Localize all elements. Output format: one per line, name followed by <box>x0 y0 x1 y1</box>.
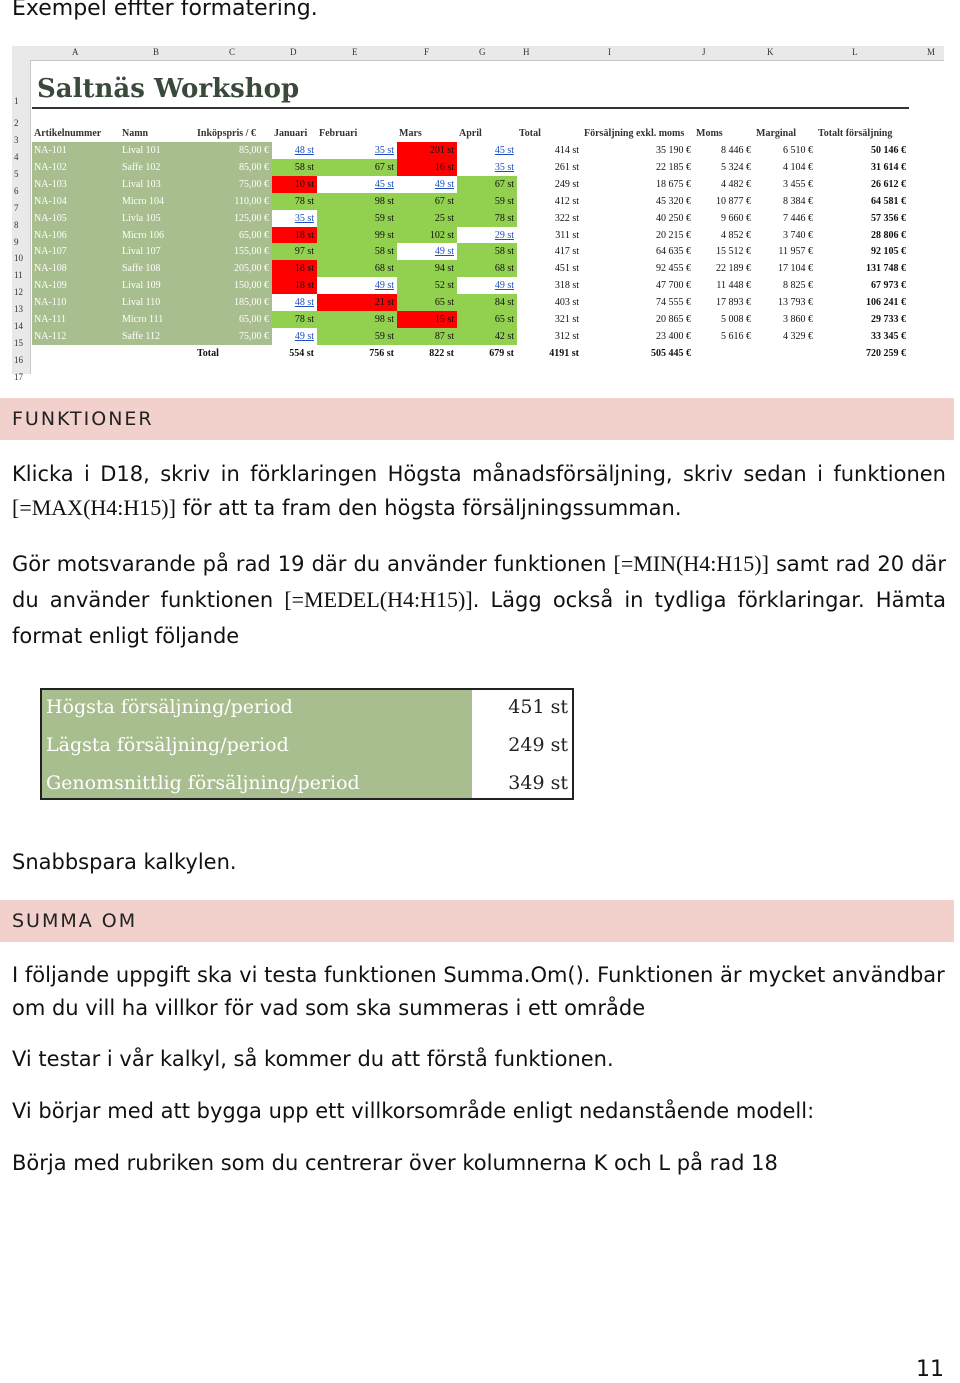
data-cell[interactable]: 11 448 € <box>716 280 751 292</box>
data-cell[interactable]: 125,00 € <box>195 210 272 227</box>
data-cell[interactable]: 94 st <box>397 260 457 277</box>
paragraph-min-medel <box>12 546 946 654</box>
data-cell[interactable]: 23 400 € <box>656 330 691 342</box>
data-cell[interactable]: 3 455 € <box>783 178 813 190</box>
data-cell[interactable]: 28 806 € <box>871 229 906 241</box>
data-cell[interactable]: 15 st <box>397 311 457 328</box>
data-cell[interactable]: 99 st <box>317 227 397 244</box>
data-cell[interactable]: 75,00 € <box>195 176 272 193</box>
data-cell[interactable]: 8 446 € <box>721 145 751 156</box>
column-title[interactable]: Inköpspris / € <box>197 128 256 139</box>
paragraph-max <box>12 457 946 525</box>
column-header[interactable]: E <box>352 47 358 57</box>
data-cell[interactable]: 6 510 € <box>783 145 813 156</box>
data-cell[interactable]: 4 482 € <box>721 178 751 190</box>
column-title[interactable]: Artikelnummer <box>34 128 102 139</box>
data-cell[interactable]: 322 st <box>554 212 579 224</box>
data-cell[interactable]: 9 660 € <box>721 212 751 224</box>
example-label-column <box>42 690 472 798</box>
data-cell[interactable]: 22 185 € <box>656 161 691 173</box>
data-cell[interactable]: Lival 110 <box>120 294 195 311</box>
data-cell[interactable]: 29 733 € <box>871 314 906 325</box>
column-header[interactable]: J <box>702 47 706 57</box>
formula-min: [=MIN(H4:H15)] <box>613 551 769 576</box>
data-cell[interactable]: NA-101 <box>32 142 120 159</box>
data-cell[interactable]: NA-104 <box>32 193 120 210</box>
section-bar-summa-om <box>0 900 954 942</box>
paragraph-test: Vi testar i vår kalkyl, så kommer du att förstå funktionen. <box>12 1047 614 1071</box>
data-cell[interactable]: 98 st <box>317 311 397 328</box>
column-title[interactable]: Januari <box>274 128 308 139</box>
data-cell[interactable]: 42 st <box>457 328 517 345</box>
data-cell[interactable]: 20 215 € <box>656 229 691 241</box>
data-cell[interactable]: 84 st <box>457 294 517 311</box>
row-header[interactable]: 8 <box>14 219 19 230</box>
total-label[interactable]: Total <box>197 347 219 359</box>
data-cell[interactable]: 249 st <box>554 178 579 190</box>
paragraph-summa-om-intro: I följande uppgift ska vi testa funktionen Summa.Om(). Funktionen är mycket användbar om du vill ha villkor för vad som ska summeras i ett område <box>12 963 945 1020</box>
data-cell[interactable]: 18 st <box>272 260 317 277</box>
data-cell[interactable]: NA-108 <box>32 260 120 277</box>
data-cell[interactable]: NA-109 <box>32 277 120 294</box>
column-header[interactable]: M <box>927 47 936 57</box>
data-cell[interactable]: 185,00 € <box>195 294 272 311</box>
column-header[interactable]: G <box>479 47 486 57</box>
data-cell[interactable]: 155,00 € <box>195 243 272 260</box>
row-header[interactable]: 15 <box>14 337 23 348</box>
data-cell[interactable]: NA-102 <box>32 159 120 176</box>
title-underline <box>32 107 909 109</box>
row-header[interactable]: 16 <box>14 354 23 365</box>
data-cell[interactable]: 451 st <box>554 263 579 275</box>
data-cell[interactable]: 102 st <box>397 227 457 244</box>
data-cell[interactable]: Lival 101 <box>120 142 195 159</box>
column-header[interactable]: A <box>72 47 79 57</box>
data-cell[interactable]: Livla 105 <box>120 210 195 227</box>
row-header[interactable]: 17 <box>14 371 23 382</box>
column-header[interactable]: B <box>153 47 160 57</box>
data-cell[interactable]: 48 st <box>272 142 317 159</box>
column-header[interactable]: C <box>229 47 236 57</box>
data-cell[interactable]: 49 st <box>272 328 317 345</box>
column-header[interactable]: I <box>608 47 611 57</box>
data-cell[interactable]: 21 st <box>317 294 397 311</box>
data-cell[interactable]: 29 st <box>457 227 517 244</box>
row-header[interactable]: 9 <box>14 236 19 247</box>
data-cell[interactable]: 18 st <box>272 227 317 244</box>
total-jan[interactable]: 554 st <box>289 347 314 359</box>
text: Gör motsvarande på rad 19 där du använder funktionen <box>12 552 614 576</box>
format-example-box <box>40 688 574 800</box>
section-title-summa-om: SUMMA OM <box>12 910 138 932</box>
data-cell[interactable]: 33 345 € <box>871 330 906 342</box>
data-cell[interactable]: 5 616 € <box>721 330 751 342</box>
total-excl[interactable]: 505 445 € <box>651 347 691 359</box>
data-cell[interactable]: 49 st <box>397 243 457 260</box>
example-label-avg: Genomsnittlig försäljning/period <box>46 772 360 794</box>
data-cell[interactable]: 67 st <box>317 159 397 176</box>
data-cell[interactable]: Micro 104 <box>120 193 195 210</box>
data-cell[interactable]: 78 st <box>272 193 317 210</box>
data-cell[interactable]: 49 st <box>457 277 517 294</box>
data-cell[interactable]: NA-107 <box>32 243 120 260</box>
data-cell[interactable]: 68 st <box>317 260 397 277</box>
data-cell[interactable]: 4 852 € <box>721 229 751 241</box>
formula-medel: [=MEDEL(H4:H15)] <box>284 587 473 612</box>
column-title[interactable]: Moms <box>696 128 723 139</box>
data-cell[interactable]: 45 st <box>317 176 397 193</box>
data-cell[interactable]: 50 146 € <box>871 145 906 156</box>
data-cell[interactable]: 35 st <box>317 142 397 159</box>
data-cell[interactable]: 58 st <box>457 243 517 260</box>
data-cell[interactable]: 131 748 € <box>866 263 906 275</box>
data-cell[interactable]: 75,00 € <box>195 328 272 345</box>
data-cell[interactable]: 17 104 € <box>778 263 813 275</box>
save-note: Snabbspara kalkylen. <box>12 850 237 874</box>
data-cell[interactable]: 11 957 € <box>778 246 813 258</box>
data-cell[interactable]: 67 st <box>397 193 457 210</box>
data-cell[interactable]: 98 st <box>317 193 397 210</box>
paragraph-heading-instruction: Börja med rubriken som du centrerar över kolumnerna K och L på rad 18 <box>12 1151 778 1175</box>
data-cell[interactable]: 65 st <box>457 311 517 328</box>
data-cell[interactable]: 64 635 € <box>656 246 691 258</box>
data-cell[interactable]: 85,00 € <box>195 159 272 176</box>
column-headers <box>12 46 944 61</box>
data-cell[interactable]: 48 st <box>272 294 317 311</box>
text: . Lägg också in tydliga förklaringar. Hämta format enligt följande <box>12 588 947 648</box>
sheet-title: Saltnäs Workshop <box>37 74 300 104</box>
data-cell[interactable]: 110,00 € <box>195 193 272 210</box>
row-header[interactable]: 5 <box>14 168 19 179</box>
data-cell[interactable]: 52 st <box>397 277 457 294</box>
total-feb[interactable]: 756 st <box>369 347 394 359</box>
data-cell[interactable]: 201 st <box>397 142 457 159</box>
data-cell[interactable]: Lival 107 <box>120 243 195 260</box>
row-header[interactable]: 14 <box>14 321 23 331</box>
section-bar-funktioner <box>0 398 954 440</box>
data-cell[interactable]: 31 614 € <box>871 161 906 173</box>
section-title-funktioner: FUNKTIONER <box>12 408 154 430</box>
data-cell[interactable]: Micro 111 <box>120 311 195 328</box>
data-cell[interactable]: 57 356 € <box>871 212 906 224</box>
data-cell[interactable]: 92 455 € <box>656 263 691 275</box>
data-cell[interactable]: 59 st <box>317 210 397 227</box>
data-cell[interactable]: NA-106 <box>32 227 120 244</box>
data-cell[interactable]: 15 512 € <box>716 246 751 258</box>
data-cell[interactable]: 7 446 € <box>783 212 813 224</box>
data-cell[interactable]: 35 st <box>457 159 517 176</box>
total-sales[interactable]: 720 259 € <box>866 347 906 359</box>
text: Klicka i D18, skriv in förklaringen Högsta månadsförsäljning, skriv sedan i funktionen <box>12 462 946 486</box>
row-header[interactable]: 3 <box>14 135 19 145</box>
data-cell[interactable]: 106 241 € <box>866 297 906 309</box>
data-cell[interactable]: 68 st <box>457 260 517 277</box>
data-cell[interactable]: 5 324 € <box>721 161 751 173</box>
row-header[interactable]: 11 <box>14 270 23 281</box>
data-cell[interactable]: NA-103 <box>32 176 120 193</box>
row-header[interactable]: 4 <box>14 152 19 162</box>
row-header[interactable]: 12 <box>14 287 23 298</box>
data-cell[interactable]: 18 st <box>272 277 317 294</box>
data-cell[interactable]: 58 st <box>317 243 397 260</box>
column-title[interactable]: Marginal <box>756 128 796 139</box>
example-value-avg: 349 st <box>508 772 568 794</box>
text: samt rad 20 där du använder funktionen <box>12 552 946 612</box>
data-cell[interactable]: NA-111 <box>32 311 120 328</box>
data-cell[interactable]: 312 st <box>554 330 579 342</box>
data-cell[interactable]: 5 008 € <box>721 314 751 325</box>
text: för att ta fram den högsta försäljningssumman. <box>175 496 682 520</box>
data-cell[interactable]: 205,00 € <box>195 260 272 277</box>
data-cell[interactable]: Saffe 108 <box>120 260 195 277</box>
data-cell[interactable]: Lival 103 <box>120 176 195 193</box>
data-cell[interactable]: 321 st <box>554 314 579 325</box>
column-header[interactable]: D <box>290 47 297 57</box>
data-cell[interactable]: NA-112 <box>32 328 120 345</box>
data-cell[interactable]: 59 st <box>317 328 397 345</box>
data-cell[interactable]: 35 st <box>272 210 317 227</box>
data-cell[interactable]: 40 250 € <box>656 212 691 224</box>
data-cell[interactable]: 20 865 € <box>656 314 691 325</box>
example-label-min: Lägsta försäljning/period <box>46 734 289 756</box>
column-title[interactable]: April <box>459 128 482 139</box>
data-cell[interactable]: 97 st <box>272 243 317 260</box>
data-cell[interactable]: 26 612 € <box>871 178 906 190</box>
data-cell[interactable]: Saffe 112 <box>120 328 195 345</box>
data-cell[interactable]: 49 st <box>397 176 457 193</box>
row-headers <box>12 60 31 382</box>
data-cell[interactable]: 35 190 € <box>656 145 691 156</box>
spreadsheet-screenshot <box>12 46 944 382</box>
data-cell[interactable]: 85,00 € <box>195 142 272 159</box>
data-cell[interactable]: 4 104 € <box>783 161 813 173</box>
total-apr[interactable]: 679 st <box>489 347 514 359</box>
data-cell[interactable]: 403 st <box>554 297 579 309</box>
total-mar[interactable]: 822 st <box>429 347 454 359</box>
data-cell[interactable]: 8 825 € <box>783 280 813 292</box>
page-number: 11 <box>916 1357 944 1382</box>
data-cell[interactable]: 311 st <box>555 229 579 241</box>
data-cell[interactable]: 67 973 € <box>871 280 906 292</box>
column-title[interactable]: Totalt försäljning <box>818 128 893 139</box>
data-cell[interactable]: 59 st <box>457 193 517 210</box>
data-cell[interactable]: Saffe 102 <box>120 159 195 176</box>
data-cell[interactable]: 412 st <box>554 195 579 207</box>
column-title[interactable]: Februari <box>319 128 358 139</box>
data-cell[interactable]: 49 st <box>317 277 397 294</box>
column-title[interactable]: Namn <box>122 128 149 139</box>
data-cell[interactable]: 65 st <box>397 294 457 311</box>
data-cell[interactable]: NA-105 <box>32 210 120 227</box>
data-cell[interactable]: NA-110 <box>32 294 120 311</box>
column-header[interactable]: F <box>424 47 430 57</box>
data-cell[interactable]: 78 st <box>457 210 517 227</box>
data-cell[interactable]: Micro 106 <box>120 227 195 244</box>
column-header[interactable]: H <box>523 47 530 57</box>
data-cell[interactable]: 414 st <box>554 145 579 156</box>
data-cell[interactable]: 65,00 € <box>195 227 272 244</box>
data-cell[interactable]: 58 st <box>272 159 317 176</box>
column-header[interactable]: K <box>767 47 774 57</box>
data-cell[interactable]: 45 st <box>457 142 517 159</box>
row-header[interactable]: 2 <box>14 118 19 128</box>
data-cell[interactable]: 318 st <box>554 280 579 292</box>
row-header[interactable]: 10 <box>14 253 23 264</box>
data-cell[interactable]: 74 555 € <box>656 297 691 309</box>
example-label-max: Högsta försäljning/period <box>46 696 293 718</box>
data-cell[interactable]: 64 581 € <box>871 195 906 207</box>
data-cell[interactable]: 417 st <box>554 246 579 258</box>
column-title[interactable]: Mars <box>399 128 422 139</box>
total-total[interactable]: 4191 st <box>549 347 579 359</box>
data-cell[interactable]: 13 793 € <box>778 297 813 309</box>
data-cell[interactable]: 47 700 € <box>656 280 691 292</box>
data-cell[interactable]: 78 st <box>272 311 317 328</box>
row-header[interactable]: 1 <box>14 96 19 106</box>
data-cell[interactable]: 10 877 € <box>716 195 751 207</box>
example-value-min: 249 st <box>508 734 568 756</box>
data-cell[interactable]: 4 329 € <box>783 330 813 342</box>
data-cell[interactable]: Lival 109 <box>120 277 195 294</box>
column-title[interactable]: Försäljning exkl. moms <box>584 128 685 139</box>
data-cell[interactable]: 10 st <box>272 176 317 193</box>
data-cell[interactable]: 22 189 € <box>716 263 751 275</box>
column-header[interactable]: L <box>852 47 858 57</box>
data-cell[interactable]: 3 860 € <box>783 314 813 325</box>
paragraph-criteria: Vi börjar med att bygga upp ett villkorsområde enligt nedanstående modell: <box>12 1099 815 1123</box>
formula-max: [=MAX(H4:H15)] <box>12 495 176 520</box>
column-title[interactable]: Total <box>519 128 541 139</box>
data-cell[interactable]: 3 740 € <box>783 229 813 241</box>
data-cell[interactable]: 16 st <box>397 159 457 176</box>
data-cell[interactable]: 25 st <box>397 210 457 227</box>
data-cell[interactable]: 261 st <box>554 161 579 173</box>
data-cell[interactable]: 65,00 € <box>195 311 272 328</box>
data-cell[interactable]: 8 384 € <box>783 195 813 207</box>
data-cell[interactable]: 87 st <box>397 328 457 345</box>
data-cell[interactable]: 17 893 € <box>716 297 751 309</box>
row-header[interactable]: 6 <box>14 185 19 196</box>
row-header[interactable]: 7 <box>14 202 19 213</box>
example-value-max: 451 st <box>508 696 568 718</box>
data-cell[interactable]: 150,00 € <box>195 277 272 294</box>
data-cell[interactable]: 45 320 € <box>656 195 691 207</box>
data-cell[interactable]: 67 st <box>457 176 517 193</box>
data-cell[interactable]: 92 105 € <box>871 246 906 258</box>
data-cell[interactable]: 18 675 € <box>656 178 691 190</box>
intro-text: Exempel effter formatering. <box>12 0 318 21</box>
row-header[interactable]: 13 <box>14 304 23 315</box>
